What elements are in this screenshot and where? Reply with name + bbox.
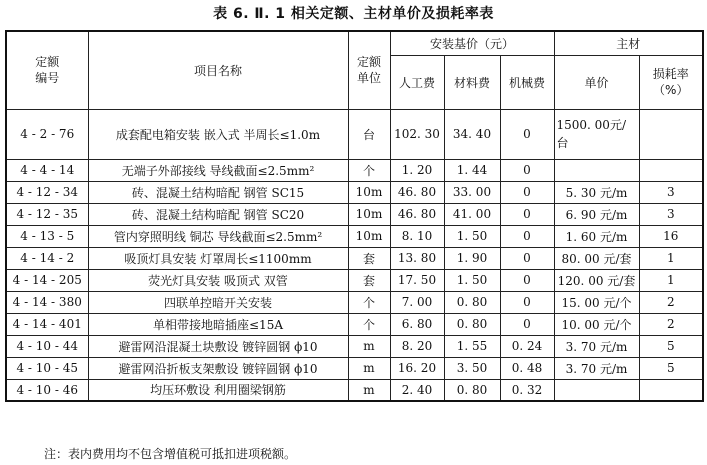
row-machine: 0 [500,247,554,269]
row-code: 4 - 12 - 34 [6,181,88,203]
row-name: 管内穿照明线 铜芯 导线截面≤2.5mm² [88,225,348,247]
header-code: 定额 编号 [6,31,88,109]
row-unit: m [348,357,390,379]
table-row [6,357,703,379]
row-name: 单相带接地暗插座≤15A [88,313,348,335]
table-row [6,203,703,225]
row-code: 4 - 12 - 35 [6,203,88,225]
table-row [6,379,703,401]
row-code: 4 - 4 - 14 [6,159,88,181]
row-material: 1. 50 [444,269,500,291]
row-unit-price [554,379,639,401]
header-unit-price: 单价 [554,55,639,109]
row-unit: 套 [348,269,390,291]
row-loss-rate: 3 [639,181,703,203]
row-code: 4 - 2 - 76 [6,109,88,159]
quota-table [5,30,704,402]
table-row [6,109,703,159]
row-material: 0. 80 [444,291,500,313]
row-code: 4 - 14 - 401 [6,313,88,335]
row-material: 3. 50 [444,357,500,379]
row-loss-rate: 16 [639,225,703,247]
row-labor: 13. 80 [390,247,444,269]
header-machine: 机械费 [500,55,554,109]
header-loss-rate: 损耗率 （%） [639,55,703,109]
row-labor: 102. 30 [390,109,444,159]
row-machine: 0 [500,225,554,247]
row-loss-rate [639,109,703,159]
header-base-price: 安装基价（元） [390,31,554,55]
row-material: 0. 80 [444,379,500,401]
row-machine: 0 [500,313,554,335]
row-unit: 个 [348,291,390,313]
row-machine: 0. 48 [500,357,554,379]
header-labor: 人工费 [390,55,444,109]
row-loss-rate: 1 [639,247,703,269]
row-material: 1. 90 [444,247,500,269]
row-unit-price: 1. 60 元/m [554,225,639,247]
row-unit: m [348,379,390,401]
row-unit-price: 15. 00 元/个 [554,291,639,313]
table-row [6,313,703,335]
table-row [6,181,703,203]
table-row [6,269,703,291]
row-name: 砖、混凝土结构暗配 钢管 SC20 [88,203,348,225]
row-material: 1. 55 [444,335,500,357]
row-labor: 8. 10 [390,225,444,247]
row-loss-rate: 5 [639,357,703,379]
row-unit: 套 [348,247,390,269]
header-name: 项目名称 [88,31,348,109]
row-code: 4 - 14 - 205 [6,269,88,291]
row-labor: 16. 20 [390,357,444,379]
row-name: 均压环敷设 利用圈梁钢筋 [88,379,348,401]
header-main-material: 主材 [554,31,703,55]
row-unit-price: 3. 70 元/m [554,357,639,379]
row-machine: 0 [500,291,554,313]
row-unit-price: 10. 00 元/个 [554,313,639,335]
row-code: 4 - 14 - 380 [6,291,88,313]
row-code: 4 - 13 - 5 [6,225,88,247]
table-row [6,247,703,269]
row-unit-price: 120. 00 元/套 [554,269,639,291]
row-unit: 个 [348,159,390,181]
row-unit: 10m [348,203,390,225]
header-unit: 定额 单位 [348,31,390,109]
row-code: 4 - 10 - 46 [6,379,88,401]
row-unit: 10m [348,181,390,203]
row-unit-price: 80. 00 元/套 [554,247,639,269]
row-name: 避雷网沿混凝土块敷设 镀锌圆钢 ϕ10 [88,335,348,357]
row-name: 避雷网沿折板支架敷设 镀锌圆钢 ϕ10 [88,357,348,379]
row-unit: 10m [348,225,390,247]
row-loss-rate [639,379,703,401]
row-loss-rate: 5 [639,335,703,357]
row-code: 4 - 10 - 44 [6,335,88,357]
row-name: 吸顶灯具安装 灯罩周长≤1100mm [88,247,348,269]
row-unit-price: 1500. 00元/ 台 [554,109,639,159]
row-labor: 7. 00 [390,291,444,313]
row-unit-price: 6. 90 元/m [554,203,639,225]
row-machine: 0 [500,159,554,181]
row-name: 成套配电箱安装 嵌入式 半周长≤1.0m [88,109,348,159]
row-unit-price [554,159,639,181]
row-machine: 0 [500,269,554,291]
row-unit: 个 [348,313,390,335]
row-name: 荧光灯具安装 吸顶式 双管 [88,269,348,291]
row-loss-rate: 2 [639,291,703,313]
row-material: 41. 00 [444,203,500,225]
row-labor: 2. 40 [390,379,444,401]
row-material: 1. 50 [444,225,500,247]
row-machine: 0. 24 [500,335,554,357]
row-code: 4 - 10 - 45 [6,357,88,379]
row-unit-price: 5. 30 元/m [554,181,639,203]
row-unit-price: 3. 70 元/m [554,335,639,357]
row-loss-rate [639,159,703,181]
row-machine: 0 [500,109,554,159]
table-row [6,291,703,313]
table-title: 表 6. Ⅱ. 1 相关定额、主材单价及损耗率表 [213,6,494,22]
table-row [6,335,703,357]
row-code: 4 - 14 - 2 [6,247,88,269]
row-name: 四联单控暗开关安装 [88,291,348,313]
row-loss-rate: 1 [639,269,703,291]
row-labor: 46. 80 [390,181,444,203]
row-labor: 6. 80 [390,313,444,335]
row-labor: 17. 50 [390,269,444,291]
row-material: 1. 44 [444,159,500,181]
row-labor: 8. 20 [390,335,444,357]
row-unit: 台 [348,109,390,159]
row-machine: 0. 32 [500,379,554,401]
row-name: 砖、混凝土结构暗配 钢管 SC15 [88,181,348,203]
header-material: 材料费 [444,55,500,109]
row-unit: m [348,335,390,357]
table-row [6,159,703,181]
row-material: 33. 00 [444,181,500,203]
row-labor: 1. 20 [390,159,444,181]
row-material: 34. 40 [444,109,500,159]
row-loss-rate: 3 [639,203,703,225]
row-name: 无端子外部接线 导线截面≤2.5mm² [88,159,348,181]
row-material: 0. 80 [444,313,500,335]
footnote: 注：表内费用均不包含增值税可抵扣进项税额。 [44,447,297,461]
table-row [6,225,703,247]
row-machine: 0 [500,181,554,203]
row-machine: 0 [500,203,554,225]
row-loss-rate: 2 [639,313,703,335]
row-labor: 46. 80 [390,203,444,225]
